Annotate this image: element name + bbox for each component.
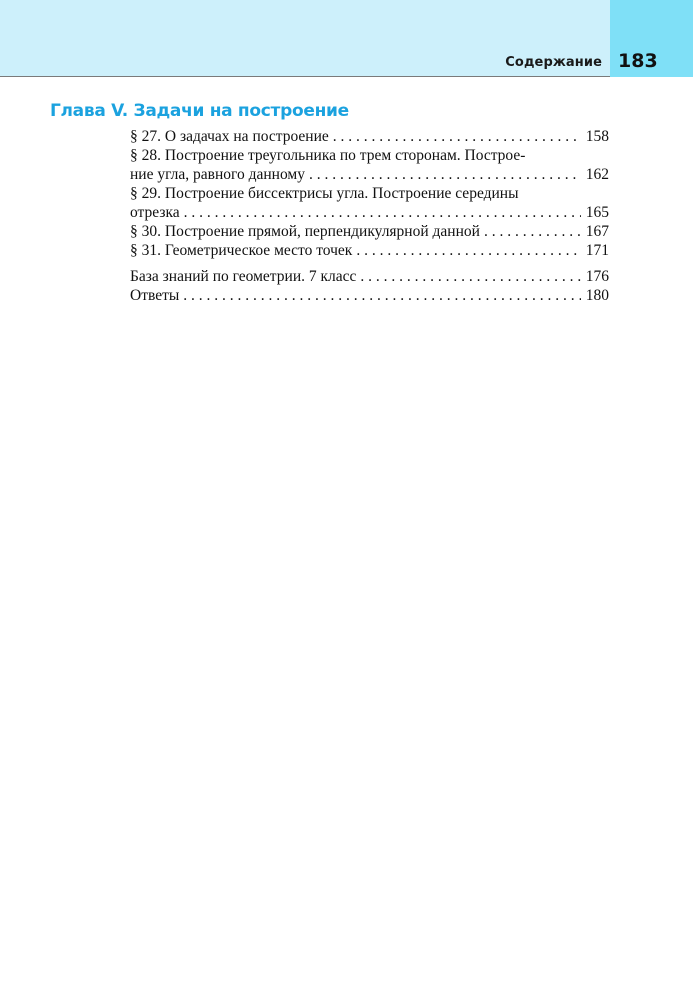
toc-entry-page: 180 [585,287,609,304]
toc-entry-27[interactable] [130,127,609,146]
dot-leader [356,267,581,286]
running-header-section: Содержание [505,55,602,70]
dot-leader [352,241,581,260]
toc-entry-text-continued: ние угла, равного данному [130,166,305,183]
toc-entry-text-continued: отрезка [130,204,180,221]
toc-entry-page: 176 [585,268,609,285]
dot-leader [329,127,581,146]
toc-entry-answers[interactable] [130,286,609,305]
dot-leader [305,165,581,184]
table-of-contents [130,127,609,305]
dot-leader [480,222,581,241]
section-gap [130,260,609,267]
toc-entry-text: § 31. Геометрическое место точек [130,242,353,259]
toc-entry-text: § 28. Построение треугольника по трем сторонам. Построе- [130,147,526,164]
toc-entry-page: 171 [585,242,609,259]
toc-entry-text: Ответы [130,287,180,304]
toc-entry-knowledge-base[interactable] [130,267,609,286]
toc-entry-page: 165 [585,204,609,221]
toc-entry-page: 167 [585,223,609,240]
chapter-title: Глава V. Задачи на построение [50,101,349,121]
dot-leader [180,203,581,222]
toc-entry-31[interactable] [130,241,609,260]
dot-leader [179,286,581,305]
toc-entry-page: 158 [585,128,609,145]
toc-entry-text: § 30. Построение прямой, перпендикулярной данной [130,223,480,240]
toc-entry-text: § 27. О задачах на построение [130,128,329,145]
toc-entry-29[interactable] [130,184,609,222]
toc-entry-text: База знаний по геометрии. 7 класс [130,268,357,285]
toc-entry-page: 162 [585,166,609,183]
toc-entry-30[interactable] [130,222,609,241]
page-number: 183 [618,50,658,72]
toc-entry-text: § 29. Построение биссектрисы угла. Построение середины [130,185,519,202]
toc-entry-28[interactable] [130,146,609,184]
